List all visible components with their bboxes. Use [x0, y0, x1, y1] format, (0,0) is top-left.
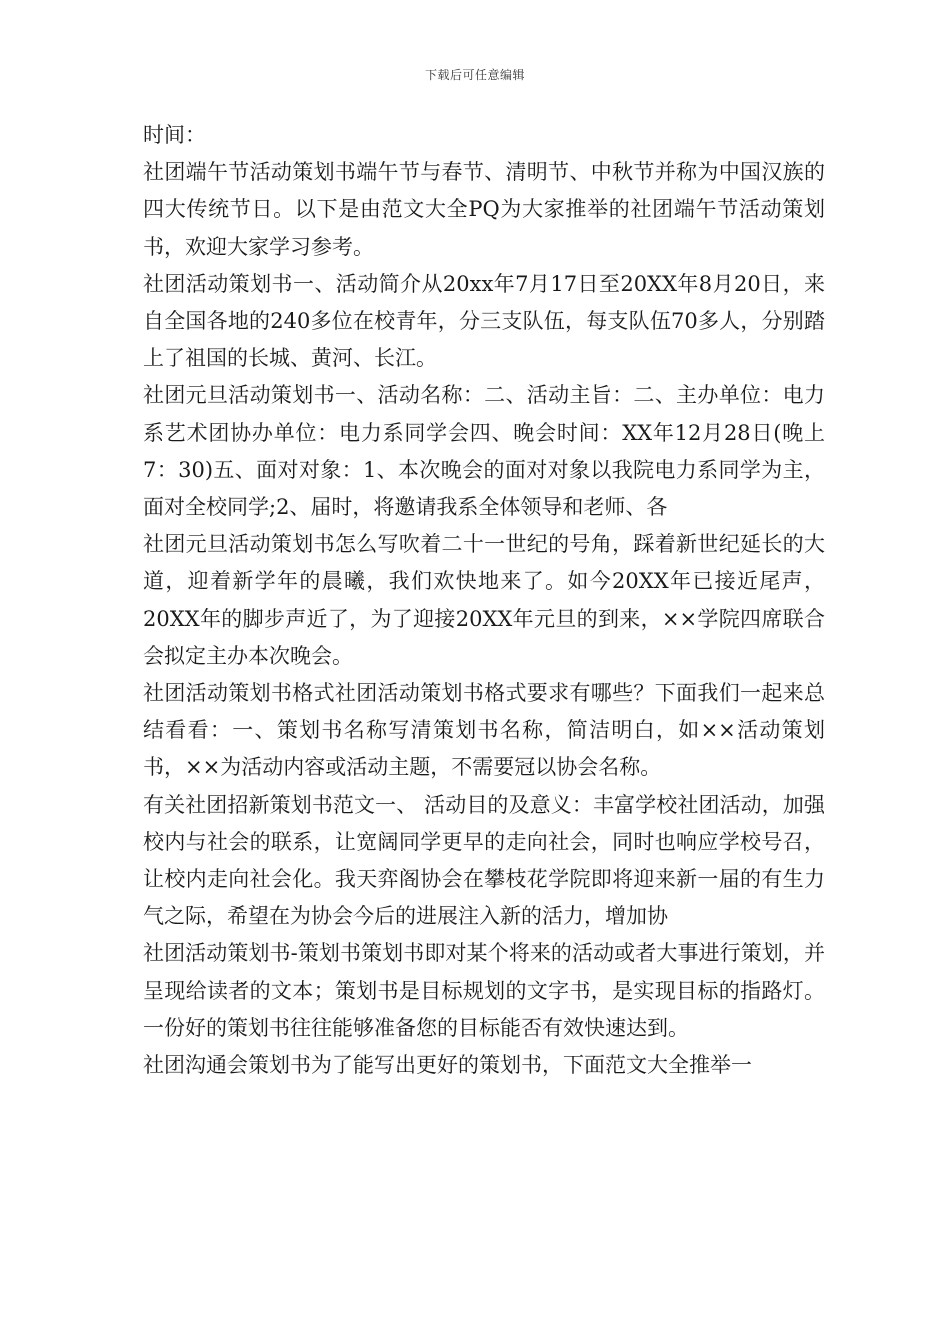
paragraph-plan-definition: 社团活动策划书-策划书策划书即对某个将来的活动或者大事进行策划，并呈现给读者的文本；策划书是目标规划的文字书，是实现目标的指路灯。一份好的策划书往往能够准备您的目标能否有效快速达到。 [143, 941, 825, 1040]
paragraph-new-year-howto: 社团元旦活动策划书怎么写吹着二十一世纪的号角，踩着新世纪延长的大道，迎着新学年的晨曦，我们欢快地来了。如今20XX年已接近尾声，20XX年的脚步声近了，为了迎接20XX年元旦的到来，××学院四席联合会拟定主办本次晚会。 [143, 532, 825, 668]
paragraph-recruitment: 有关社团招新策划书范文一、 活动目的及意义：丰富学校社团活动，加强校内与社会的联系，让宽阔同学更早的走向社会，同时也响应学校号召，让校内走向社会化。我天弈阁协会在攀枝花学院即将迎来新一届的有生力气之际，希望在为协会今后的进展注入新的活力，增加协 [143, 792, 825, 929]
paragraph-format: 社团活动策划书格式社团活动策划书格式要求有哪些？下面我们一起来总结看看：一、策划书名称写清策划书名称，简洁明白，如××活动策划书，××为活动内容或活动主题，不需要冠以协会名称。 [143, 681, 825, 780]
document-body [143, 117, 825, 1084]
paragraph-time: 时间： [143, 123, 206, 147]
page-header: 下载后可任意编辑 [424, 68, 525, 82]
paragraph-new-year-plan: 社团元旦活动策划书一、活动名称：二、活动主旨：二、主办单位：电力系艺术团协办单位：电力系同学会四、晚会时间：XX年12月28日(晚上7：30)五、面对对象：1、本次晚会的面对对象以我院电力系同学为主，面对全校同学;2、届时，将邀请我系全体领导和老师、各 [143, 383, 825, 520]
paragraph-dragon-boat: 社团端午节活动策划书端午节与春节、清明节、中秋节并称为中国汉族的四大传统节日。以下是由范文大全PQ为大家推举的社团端午节活动策划书，欢迎大家学习参考。 [143, 160, 825, 259]
paragraph-communication: 社团沟通会策划书为了能写出更好的策划书，下面范文大全推举一 [143, 1053, 752, 1078]
paragraph-activity-intro: 社团活动策划书一、活动简介从20xx年7月17日至20XX年8月20日，来自全国各地的240多位在校青年，分三支队伍，每支队伍70多人，分别踏上了祖国的长城、黄河、长江。 [143, 271, 825, 371]
